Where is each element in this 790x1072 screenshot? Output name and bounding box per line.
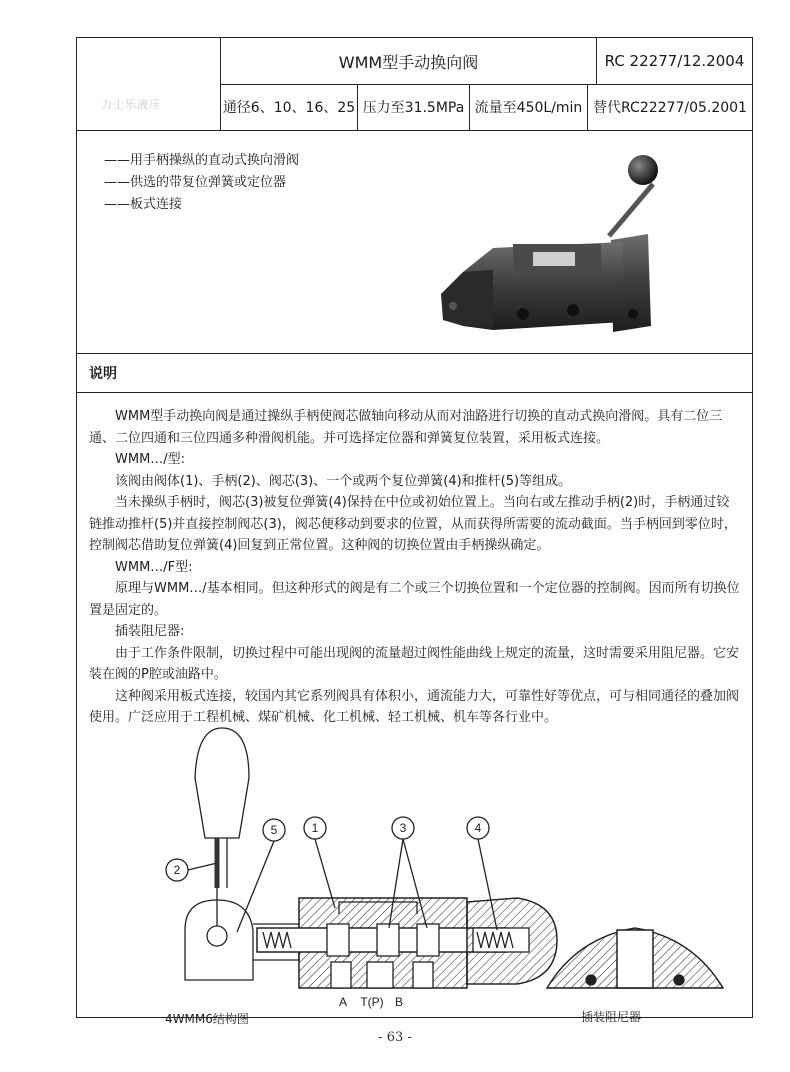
feature-item: ——用手柄操纵的直动式换向滑阀: [104, 153, 300, 168]
structure-diagram: [77, 718, 751, 1026]
callout-3: 3: [399, 821, 407, 835]
header-table: [77, 38, 752, 131]
feature-item: ——板式连接: [104, 197, 183, 212]
logo-cell: [77, 38, 221, 130]
paragraph: 当未操纵手柄时，阀芯(3)被复位弹簧(4)保持在中位或初始位置上。当向右或左推动手柄(2)时，手柄通过铰链推动推杆(5)并直接控制阀芯(3)，阀芯便移动到要求的位置，从而获得所需要的流动截面。当手柄回到零位时，控制阀芯借助复位弹簧(4)回复到正常位置。这种阀的切换位置由手柄操纵确定。: [89, 495, 737, 553]
paragraph: WMM…/F型:: [115, 559, 193, 575]
spec-replaces: 替代RC22277/05.2001: [593, 100, 747, 116]
diagram-caption-left: 4WMM6结构图: [165, 1012, 249, 1026]
callout-1: 1: [311, 821, 319, 835]
callout-2: 2: [173, 863, 181, 877]
features-section: [77, 130, 752, 354]
section-heading: 说明: [77, 353, 752, 393]
paragraph: 该阀由阀体(1)、手柄(2)、阀芯(3)、一个或两个复位弹簧(4)和推杆(5)等组成。: [115, 473, 572, 489]
description-text: [89, 406, 741, 729]
spec-nominal-size: 通径6、10、16、25: [221, 84, 358, 130]
paragraph: 插装阻尼器:: [115, 624, 185, 639]
feature-item: ——供选的带复位弹簧或定位器: [104, 175, 287, 190]
paragraph: WMM…/型:: [115, 452, 186, 467]
port-label-b: B: [394, 995, 404, 1009]
page-frame: [76, 37, 753, 1026]
diagram-caption-right: 插装阻尼器: [581, 1010, 642, 1024]
callout-4: 4: [474, 821, 482, 835]
logo-text: 力士乐液压: [101, 98, 161, 111]
spec-flow: 流量至450L/min: [470, 84, 588, 130]
port-label-a: A: [338, 995, 348, 1009]
document-title: WMM型手动换向阀: [221, 38, 597, 84]
spec-pressure: 压力至31.5MPa: [358, 84, 470, 130]
document-code: RC 22277/12.2004: [604, 52, 745, 70]
callout-5: 5: [270, 823, 278, 837]
paragraph: 由于工作条件限制，切换过程中可能出现阀的流量超过阀性能曲线上规定的流量，这时需要采用阻尼器。它安装在阀的P腔或油路中。: [89, 645, 740, 682]
paragraph: WMM型手动换向阀是通过操纵手柄使阀芯做轴向移动从而对油路进行切换的直动式换向滑阀。具有二位三通、二位四通和三位四通多种滑阀机能。并可选择定位器和弹簧复位装置，采用板式连接。: [89, 409, 723, 446]
paragraph: 这种阀采用板式连接，较国内其它系列阀具有体积小，通流能力大，可靠性好等优点，可与相同通径的叠加阀使用。广泛应用于工程机械、煤矿机械、化工机械、轻工机械、机车等各行业中。: [89, 688, 740, 725]
valve-photo: [433, 144, 673, 344]
page-number: - 63 -: [378, 1030, 412, 1045]
paragraph: 原理与WMM…/基本相同。但这种形式的阀是有二个或三个切换位置和一个定位器的控制阀。因而所有切换位置是固定的。: [89, 581, 740, 618]
feature-list: [104, 150, 299, 216]
port-label-tp: T(P): [360, 995, 384, 1009]
